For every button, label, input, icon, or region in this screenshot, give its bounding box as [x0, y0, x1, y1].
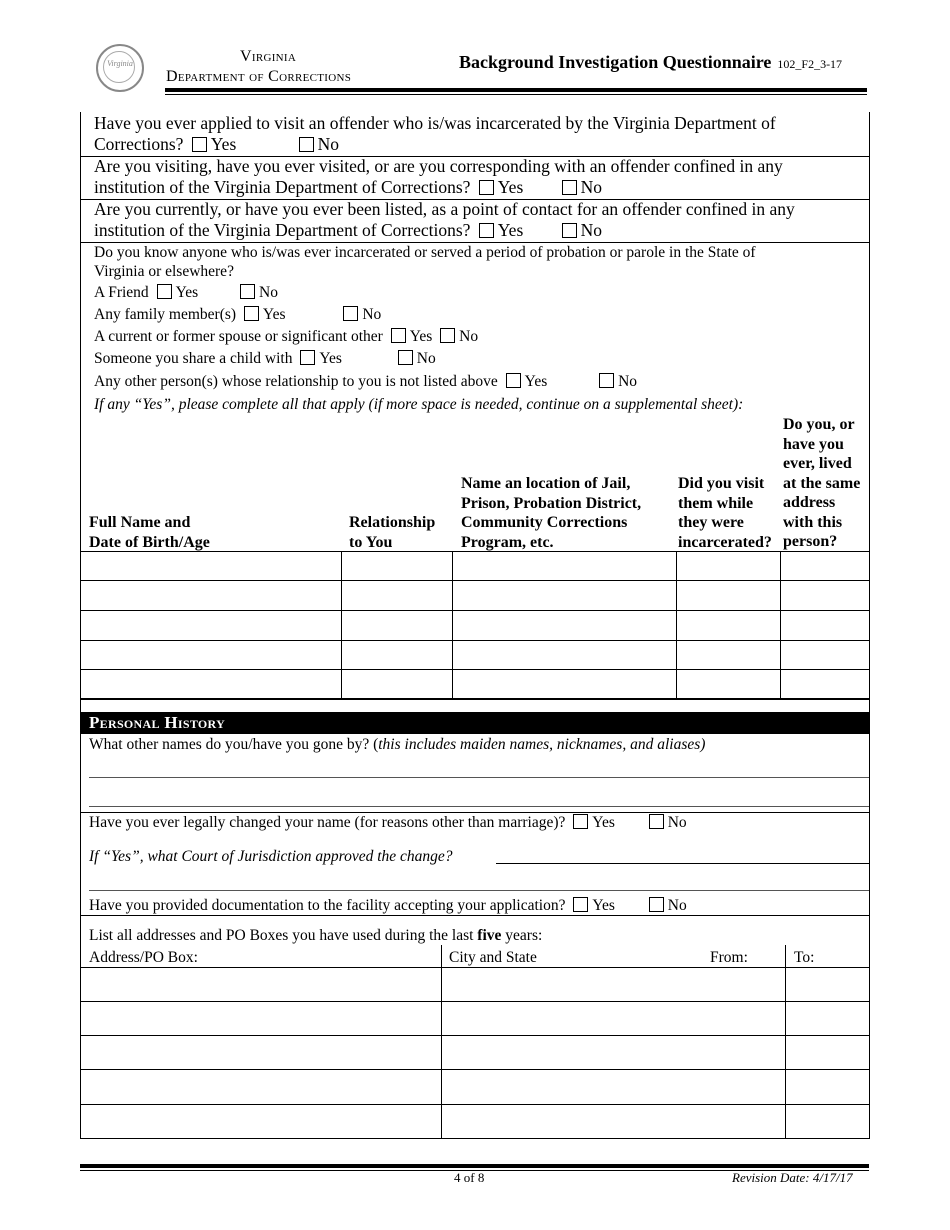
frame-left [80, 112, 81, 1139]
q1-yes-checkbox[interactable] [192, 137, 207, 152]
address-row-line [80, 1069, 869, 1070]
documentation-label: Have you provided documentation to the facility accepting your application? [89, 897, 566, 914]
col-header-from: From: [710, 949, 748, 966]
col-header-lived-together: Do you, or have you ever, lived at the same address with this person? [783, 416, 861, 550]
q1-no-checkbox[interactable] [299, 137, 314, 152]
q2-yes-checkbox[interactable] [479, 180, 494, 195]
q1-line2 [94, 134, 339, 155]
q1-label: Corrections? [94, 134, 184, 154]
table-col-line [341, 551, 342, 699]
spouse-yes-label: Yes [409, 328, 433, 345]
q2-no-checkbox[interactable] [562, 180, 577, 195]
addresses-question: List all addresses and PO Boxes you have used during the last five years: [89, 927, 543, 944]
name-change-label: Have you ever legally changed your name (for reasons other than marriage)? [89, 814, 566, 831]
name-change-yes-label: Yes [592, 814, 615, 831]
col-header-city-state: City and State [449, 949, 537, 966]
instruction-text: If any “Yes”, please complete all that apply (if more space is needed, continue on a supplemental sheet): [94, 396, 744, 413]
q4-line2: Virginia or elsewhere? [94, 263, 234, 280]
address-row-line [80, 1001, 869, 1002]
col-header-visited: Did you visit them while they were incarcerated? [678, 475, 772, 551]
name-change-no-checkbox[interactable] [649, 814, 664, 829]
form-code: 102_F2_3-17 [777, 57, 843, 71]
frame-right [869, 112, 870, 1139]
court-answer-line[interactable] [496, 863, 869, 864]
q3-line2 [94, 220, 602, 241]
friend-yes-label: Yes [175, 284, 199, 301]
q3-yes-label: Yes [497, 220, 524, 240]
documentation-no-checkbox[interactable] [649, 897, 664, 912]
org-name-line1: Virginia [240, 48, 297, 65]
col-header-address: Address/PO Box: [89, 949, 198, 966]
footer-rule [80, 1164, 869, 1168]
child-yes-label: Yes [319, 350, 342, 367]
table-row-line [80, 640, 869, 641]
table-row-line [80, 551, 869, 552]
header-rule [165, 88, 867, 92]
friend-no-checkbox[interactable] [240, 284, 255, 299]
family-yes-label: Yes [262, 306, 286, 323]
spouse-row [94, 327, 478, 347]
page-number: 4 of 8 [454, 1170, 485, 1185]
q2-no-label: No [580, 177, 603, 197]
q2-label: institution of the Virginia Department of Corrections? [94, 177, 471, 197]
friend-label: A Friend [94, 284, 149, 301]
address-row-line [80, 1035, 869, 1036]
child-label: Someone you share a child with [94, 350, 293, 367]
family-label: Any family member(s) [94, 306, 237, 323]
family-yes-checkbox[interactable] [244, 306, 259, 321]
table-row-line [80, 610, 869, 611]
other-names-line-2[interactable] [89, 806, 869, 807]
revision-date: Revision Date: 4/17/17 [732, 1170, 853, 1185]
family-row [94, 305, 381, 325]
spouse-yes-checkbox[interactable] [391, 328, 406, 343]
col-header-location: Name an location of Jail, Prison, Probation District, Community Corrections Program, etc. [461, 475, 642, 551]
table-col-line [780, 551, 781, 699]
q3-yes-checkbox[interactable] [479, 223, 494, 238]
table-row-line [80, 580, 869, 581]
documentation-yes-label: Yes [592, 897, 615, 914]
table-col-line [676, 551, 677, 699]
name-change-row [89, 813, 687, 833]
friend-row [94, 283, 278, 303]
table-col-line [452, 551, 453, 699]
other-row [94, 372, 637, 392]
name-change-no-label: No [667, 814, 687, 831]
table-row-line [80, 698, 869, 700]
documentation-no-label: No [667, 897, 687, 914]
address-row-line [80, 1104, 869, 1105]
address-col-line [785, 945, 786, 1139]
other-yes-label: Yes [524, 373, 548, 390]
child-yes-checkbox[interactable] [300, 350, 315, 365]
header-rule-thin [165, 94, 867, 95]
org-name-line2: Department of Corrections [166, 68, 352, 85]
table-row-line [80, 669, 869, 670]
documentation-row [89, 896, 687, 916]
spouse-no-checkbox[interactable] [440, 328, 455, 343]
address-row-line [80, 967, 869, 968]
section-title-personal-history: Personal History [81, 712, 869, 734]
q1-line1: Have you ever applied to visit an offender who is/was incarcerated by the Virginia Department of [94, 113, 776, 133]
spouse-no-label: No [459, 328, 479, 345]
other-no-checkbox[interactable] [599, 373, 614, 388]
other-yes-checkbox[interactable] [506, 373, 521, 388]
q4-line1: Do you know anyone who is/was ever incarcerated or served a period of probation or parole in the State of [94, 244, 756, 261]
divider [80, 915, 869, 916]
col-header-relationship: Relationship to You [349, 514, 436, 551]
virginia-seal-logo: Virginia [96, 44, 144, 92]
name-change-yes-checkbox[interactable] [573, 814, 588, 829]
child-no-label: No [416, 350, 436, 367]
address-col-line [441, 945, 442, 1139]
q2-line1: Are you visiting, have you ever visited, or are you corresponding with an offender confined in any [94, 156, 783, 176]
family-no-checkbox[interactable] [343, 306, 358, 321]
q1-no-label: No [317, 134, 340, 154]
q3-label: institution of the Virginia Department of Corrections? [94, 220, 471, 240]
address-row-line [80, 1138, 870, 1139]
q1-yes-label: Yes [210, 134, 237, 154]
child-row [94, 349, 436, 369]
col-header-to: To: [794, 949, 815, 966]
q3-line1: Are you currently, or have you ever been listed, as a point of contact for an offender confined in any [94, 199, 795, 219]
court-answer-line-2[interactable] [89, 890, 869, 891]
other-no-label: No [618, 373, 638, 390]
other-label: Any other person(s) whose relationship to you is not listed above [94, 373, 498, 390]
col-header-full-name: Full Name and Date of Birth/Age [89, 514, 210, 551]
other-names-question: What other names do you/have you gone by? (this includes maiden names, nicknames, and aliases) [89, 736, 706, 753]
document-title: Background Investigation Questionnaire 102_F2_3-17 [459, 52, 843, 72]
child-no-checkbox[interactable] [398, 350, 413, 365]
court-question: If “Yes”, what Court of Jurisdiction approved the change? [89, 848, 453, 865]
q2-line2 [94, 177, 602, 198]
other-names-line-1[interactable] [89, 777, 869, 778]
spouse-label: A current or former spouse or significant other [94, 328, 383, 345]
friend-yes-checkbox[interactable] [157, 284, 172, 299]
friend-no-label: No [259, 284, 278, 301]
family-no-label: No [362, 306, 382, 323]
q2-yes-label: Yes [497, 177, 524, 197]
documentation-yes-checkbox[interactable] [573, 897, 588, 912]
q3-no-checkbox[interactable] [562, 223, 577, 238]
q3-no-label: No [580, 220, 603, 240]
